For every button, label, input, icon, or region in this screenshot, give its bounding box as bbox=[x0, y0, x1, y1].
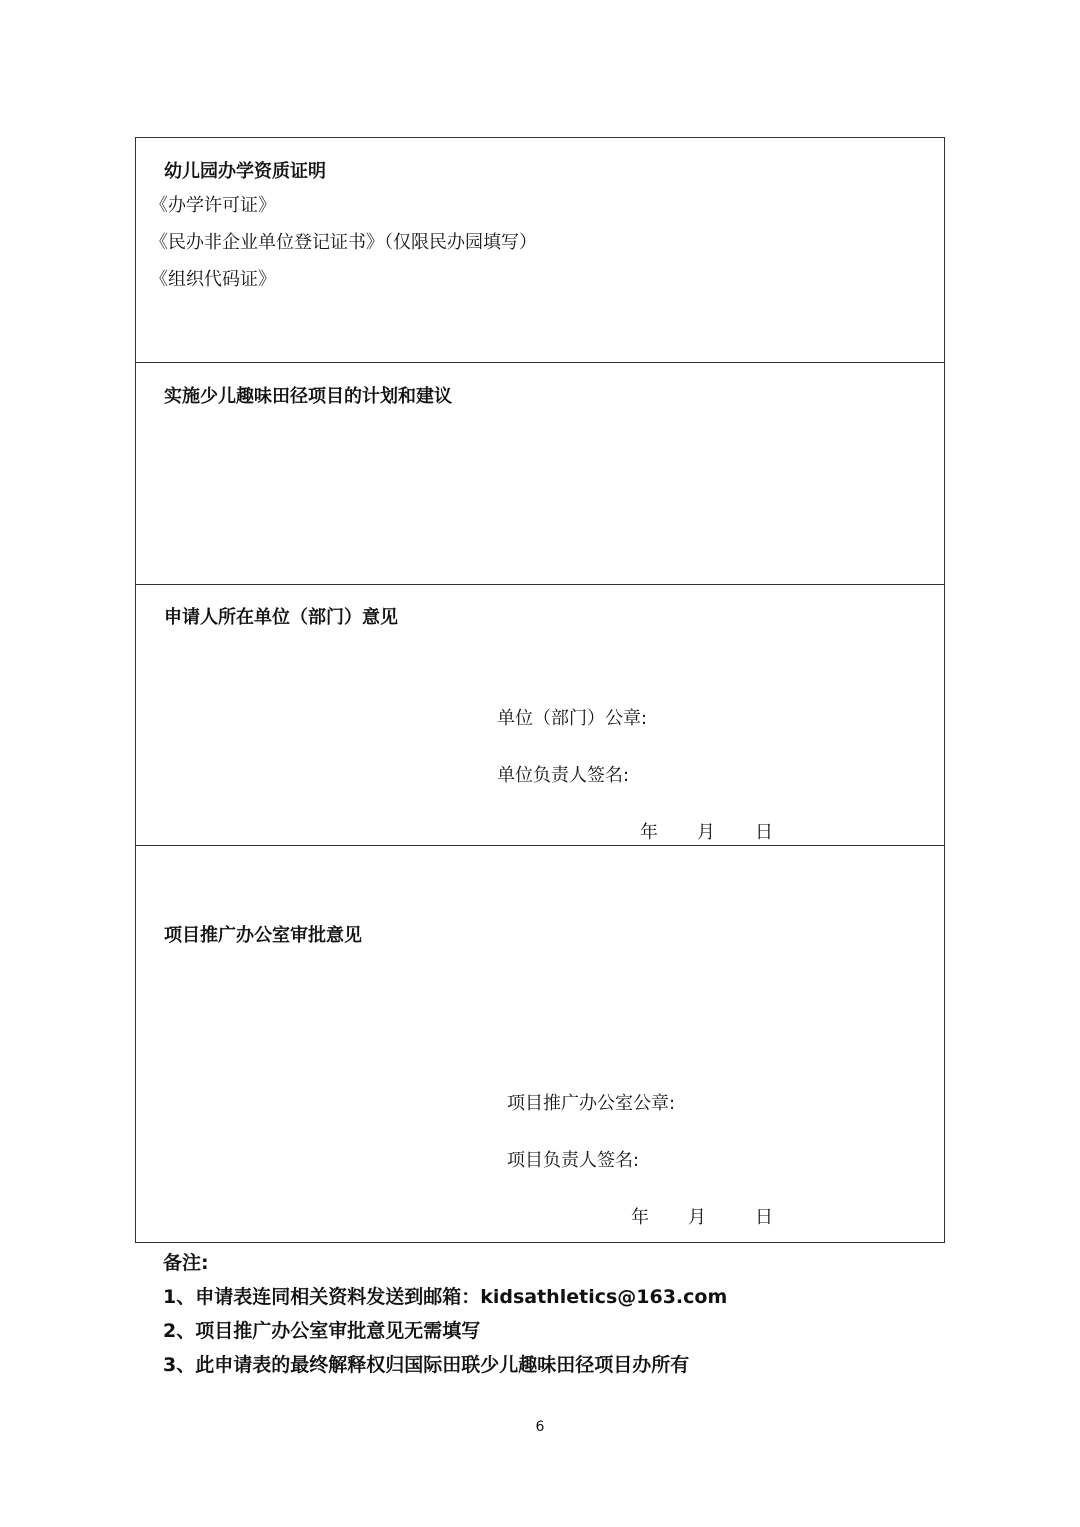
office-signature-label: 项目负责人签名: bbox=[507, 1150, 640, 1171]
qualification-label: 幼儿园办学资质证明 bbox=[164, 161, 326, 182]
office-date-day: 日 bbox=[755, 1207, 773, 1228]
office-approval-section bbox=[136, 846, 944, 1242]
office-seal-label: 项目推广办公室公章: bbox=[507, 1093, 676, 1114]
office-date-year: 年 bbox=[631, 1207, 649, 1228]
document-registration: 《民办非企业单位登记证书》（仅限民办园填写） bbox=[150, 232, 537, 253]
unit-signature-label: 单位负责人签名: bbox=[497, 765, 630, 786]
note-item-interpretation: 3、此申请表的最终解释权归国际田联少儿趣味田径项目办所有 bbox=[163, 1354, 690, 1376]
unit-date-row bbox=[136, 818, 946, 842]
unit-opinion-label: 申请人所在单位（部门）意见 bbox=[164, 607, 398, 628]
notes-block bbox=[163, 1250, 727, 1386]
office-date-month: 月 bbox=[688, 1207, 706, 1228]
office-date-row bbox=[136, 1203, 946, 1227]
document-list bbox=[150, 194, 537, 305]
office-approval-label: 项目推广办公室审批意见 bbox=[164, 925, 362, 946]
plan-section bbox=[136, 363, 944, 585]
qualification-section bbox=[136, 138, 944, 363]
unit-date-month: 月 bbox=[697, 822, 715, 843]
note-item-approval: 2、项目推广办公室审批意见无需填写 bbox=[163, 1320, 481, 1342]
unit-opinion-section bbox=[136, 585, 944, 846]
application-form-table bbox=[135, 137, 945, 1243]
page-number: 6 bbox=[535, 1419, 545, 1435]
note-item-email: 1、申请表连同相关资料发送到邮箱：kidsathletics@163.com bbox=[163, 1286, 728, 1308]
unit-date-year: 年 bbox=[640, 822, 658, 843]
document-license: 《办学许可证》 bbox=[150, 195, 276, 216]
unit-date-day: 日 bbox=[755, 822, 773, 843]
notes-title: 备注: bbox=[163, 1252, 209, 1274]
unit-seal-label: 单位（部门）公章: bbox=[497, 708, 648, 729]
plan-label: 实施少儿趣味田径项目的计划和建议 bbox=[164, 386, 452, 407]
document-org-code: 《组织代码证》 bbox=[150, 269, 276, 290]
